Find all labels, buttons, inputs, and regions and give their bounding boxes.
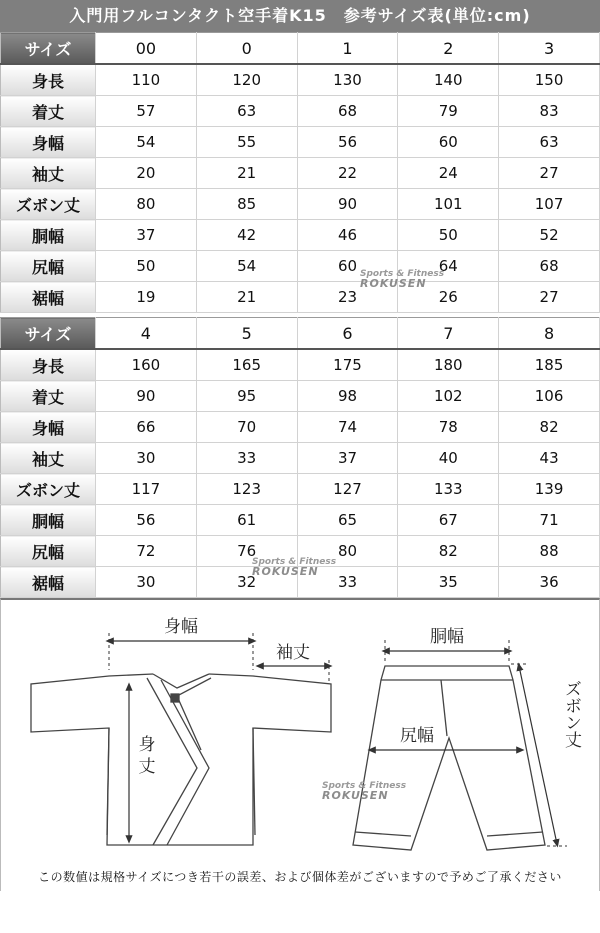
row-label: 身長 — [1, 349, 96, 381]
table-cell: 57 — [96, 96, 197, 127]
table-cell: 33 — [297, 567, 398, 598]
table-cell: 72 — [96, 536, 197, 567]
table-cell: 150 — [499, 64, 600, 96]
table-cell: 30 — [96, 443, 197, 474]
size-header-cell: 5 — [196, 318, 297, 350]
table-cell: 66 — [96, 412, 197, 443]
table-cell: 140 — [398, 64, 499, 96]
table-cell: 85 — [196, 189, 297, 220]
size-header-cell: 6 — [297, 318, 398, 350]
label-sleeve-length: 袖丈 — [276, 643, 310, 663]
size-header-row — [1, 318, 600, 350]
label-jacket-length-1: 身 — [138, 735, 156, 755]
table-cell: 83 — [499, 96, 600, 127]
table-cell: 68 — [499, 251, 600, 282]
table-cell: 56 — [96, 505, 197, 536]
table-cell: 54 — [196, 251, 297, 282]
row-label: ズボン丈 — [1, 189, 96, 220]
row-label: 身幅 — [1, 127, 96, 158]
table-cell: 56 — [297, 127, 398, 158]
table-cell: 95 — [196, 381, 297, 412]
watermark — [322, 782, 406, 800]
watermark-line2: ROKUSEN — [322, 789, 389, 802]
row-label: 身長 — [1, 64, 96, 96]
table-cell: 82 — [398, 536, 499, 567]
row-label: 尻幅 — [1, 536, 96, 567]
table-cell: 20 — [96, 158, 197, 189]
row-label: 袖丈 — [1, 158, 96, 189]
size-header-cell: 2 — [398, 33, 499, 65]
table-cell: 32 — [196, 567, 297, 598]
table-cell: 117 — [96, 474, 197, 505]
table-cell: 27 — [499, 282, 600, 313]
table-cell: 82 — [499, 412, 600, 443]
row-label: 着丈 — [1, 96, 96, 127]
size-header-cell: 1 — [297, 33, 398, 65]
table-cell: 55 — [196, 127, 297, 158]
table-row — [1, 505, 600, 536]
disclaimer-note: この数値は規格サイズにつき若干の誤差、および個体差がございますので予めご了承ください — [38, 870, 562, 884]
watermark-line1: Sports & Fitness — [252, 557, 337, 567]
table-cell: 27 — [499, 158, 600, 189]
table-cell: 71 — [499, 505, 600, 536]
table-cell: 90 — [297, 189, 398, 220]
table-cell: 80 — [297, 536, 398, 567]
table-cell: 65 — [297, 505, 398, 536]
label-jacket-length-2: 丈 — [138, 757, 156, 777]
table-cell: 90 — [96, 381, 197, 412]
watermark — [360, 270, 444, 288]
table-cell: 19 — [96, 282, 197, 313]
table-cell: 64 — [398, 251, 499, 282]
table-cell: 46 — [297, 220, 398, 251]
table-cell: 102 — [398, 381, 499, 412]
table-cell: 107 — [499, 189, 600, 220]
jacket-illustration — [31, 674, 331, 845]
table-row — [1, 96, 600, 127]
table-cell: 50 — [398, 220, 499, 251]
table-cell: 165 — [196, 349, 297, 381]
label-waist-width: 胴幅 — [430, 627, 464, 647]
diagram-svg — [1, 600, 599, 860]
row-label: 胴幅 — [1, 220, 96, 251]
table-cell: 76 — [196, 536, 297, 567]
size-header-cell: 0 — [196, 33, 297, 65]
size-header-cell: 7 — [398, 318, 499, 350]
table-cell: 79 — [398, 96, 499, 127]
watermark — [252, 558, 336, 576]
size-header-cell: 3 — [499, 33, 600, 65]
size-header-cell: 4 — [96, 318, 197, 350]
table-row — [1, 349, 600, 381]
table-cell: 24 — [398, 158, 499, 189]
table-cell: 60 — [398, 127, 499, 158]
table-cell: 35 — [398, 567, 499, 598]
table-cell: 130 — [297, 64, 398, 96]
table-cell: 54 — [96, 127, 197, 158]
size-header-row — [1, 33, 600, 65]
row-label: 尻幅 — [1, 251, 96, 282]
table-cell: 40 — [398, 443, 499, 474]
table-cell: 50 — [96, 251, 197, 282]
watermark-line1: Sports & Fitness — [322, 781, 407, 791]
table-cell: 185 — [499, 349, 600, 381]
table-cell: 26 — [398, 282, 499, 313]
table-cell: 21 — [196, 158, 297, 189]
table-cell: 42 — [196, 220, 297, 251]
label-pants-length: ズボン丈 — [561, 680, 581, 748]
row-label: 袖丈 — [1, 443, 96, 474]
table-cell: 120 — [196, 64, 297, 96]
table-cell: 127 — [297, 474, 398, 505]
table-cell: 21 — [196, 282, 297, 313]
table-cell: 43 — [499, 443, 600, 474]
table-row — [1, 64, 600, 96]
table-cell: 33 — [196, 443, 297, 474]
table-cell: 180 — [398, 349, 499, 381]
table-row — [1, 381, 600, 412]
table-row — [1, 189, 600, 220]
table-cell: 88 — [499, 536, 600, 567]
table-cell: 63 — [196, 96, 297, 127]
size-table-1 — [0, 32, 600, 313]
table-cell: 106 — [499, 381, 600, 412]
row-label: 胴幅 — [1, 505, 96, 536]
table-cell: 70 — [196, 412, 297, 443]
table-cell: 36 — [499, 567, 600, 598]
label-hip-width: 尻幅 — [400, 726, 434, 746]
table-cell: 80 — [96, 189, 197, 220]
table-row — [1, 127, 600, 158]
table-cell: 61 — [196, 505, 297, 536]
row-label: ズボン丈 — [1, 474, 96, 505]
size-header-cell: 8 — [499, 318, 600, 350]
table-cell: 139 — [499, 474, 600, 505]
watermark-line2: ROKUSEN — [252, 565, 319, 578]
table-row — [1, 220, 600, 251]
watermark-line1: Sports & Fitness — [360, 269, 445, 279]
table-cell: 37 — [297, 443, 398, 474]
table-cell: 52 — [499, 220, 600, 251]
page-title: 入門用フルコンタクト空手着K15 参考サイズ表(単位:cm) — [0, 0, 600, 32]
table-cell: 123 — [196, 474, 297, 505]
table-cell: 101 — [398, 189, 499, 220]
watermark-line2: ROKUSEN — [360, 277, 427, 290]
table-cell: 60 — [297, 251, 398, 282]
table-cell: 110 — [96, 64, 197, 96]
table-cell: 30 — [96, 567, 197, 598]
size-header-label: サイズ — [1, 33, 96, 65]
size-header-label: サイズ — [1, 318, 96, 350]
table-row — [1, 158, 600, 189]
table-cell: 78 — [398, 412, 499, 443]
label-jacket-width: 身幅 — [164, 617, 198, 637]
table-cell: 22 — [297, 158, 398, 189]
table-row — [1, 474, 600, 505]
measurement-diagram — [0, 598, 600, 891]
size-table-2 — [0, 317, 600, 598]
row-label: 裾幅 — [1, 567, 96, 598]
table-row — [1, 443, 600, 474]
table-row — [1, 412, 600, 443]
pants-illustration — [353, 666, 545, 850]
table-cell: 67 — [398, 505, 499, 536]
row-label: 身幅 — [1, 412, 96, 443]
table-cell: 133 — [398, 474, 499, 505]
table-cell: 37 — [96, 220, 197, 251]
table-row — [1, 251, 600, 282]
table-row — [1, 282, 600, 313]
size-header-cell: 00 — [96, 33, 197, 65]
row-label: 着丈 — [1, 381, 96, 412]
table-cell: 160 — [96, 349, 197, 381]
table-cell: 98 — [297, 381, 398, 412]
table-cell: 74 — [297, 412, 398, 443]
table-cell: 175 — [297, 349, 398, 381]
table-cell: 68 — [297, 96, 398, 127]
table-cell: 63 — [499, 127, 600, 158]
table-cell: 23 — [297, 282, 398, 313]
row-label: 裾幅 — [1, 282, 96, 313]
